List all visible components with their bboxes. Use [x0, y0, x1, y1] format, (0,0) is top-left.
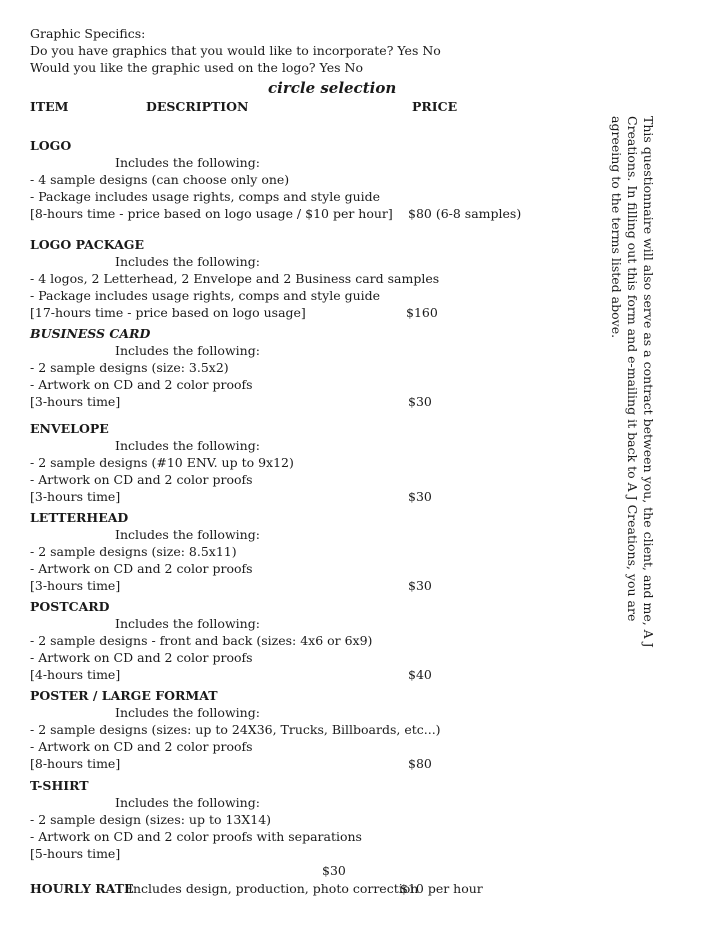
item-line: - 4 logos, 2 Letterhead, 2 Envelope and 2 Business card samples — [30, 271, 440, 286]
item-line: - Artwork on CD and 2 color proofs — [30, 377, 253, 392]
item-includes: Includes the following: — [115, 438, 260, 453]
item-line: [17-hours time - price based on logo usage] — [30, 305, 306, 320]
item-line: [8-hours time] — [30, 756, 121, 771]
item-includes: Includes the following: — [115, 705, 260, 720]
item-name: LOGO — [30, 138, 72, 153]
item-line: [3-hours time] — [30, 578, 121, 593]
circle-selection-note: circle selection — [268, 79, 397, 97]
item-name: POSTCARD — [30, 599, 110, 614]
item-line: [5-hours time] — [30, 846, 121, 861]
item-line: [3-hours time] — [30, 489, 121, 504]
column-header-price: PRICE — [412, 99, 458, 114]
item-line: - Artwork on CD and 2 color proofs — [30, 472, 253, 487]
item-line: - Artwork on CD and 2 color proofs — [30, 650, 253, 665]
contract-side-note — [608, 116, 656, 676]
item-name: ENVELOPE — [30, 421, 109, 436]
item-price: $30 — [322, 863, 346, 878]
item-price: $80 (6-8 samples) — [408, 206, 522, 221]
item-price: $30 — [408, 394, 432, 409]
item-line: - 2 sample designs (sizes: up to 24X36, Trucks, Billboards, etc...) — [30, 722, 441, 737]
item-line: - Package includes usage rights, comps and style guide — [30, 189, 381, 204]
item-price: $30 — [408, 489, 432, 504]
item-price: $30 — [408, 578, 432, 593]
item-line: - 2 sample designs (size: 3.5x2) — [30, 360, 229, 375]
column-header-item: ITEM — [30, 99, 69, 114]
item-name: POSTER / LARGE FORMAT — [30, 688, 218, 703]
item-name: BUSINESS CARD — [30, 326, 151, 341]
item-includes: Includes the following: — [115, 254, 260, 269]
hourly-rate-label: HOURLY RATE — [30, 881, 134, 896]
item-price: $40 — [408, 667, 432, 682]
item-line: - 4 sample designs (can choose only one) — [30, 172, 290, 187]
item-name: LOGO PACKAGE — [30, 237, 144, 252]
item-price: $160 — [406, 305, 438, 320]
item-line: [3-hours time] — [30, 394, 121, 409]
item-line: - 2 sample designs - front and back (sizes: 4x6 or 6x9) — [30, 633, 373, 648]
item-price: $80 — [408, 756, 432, 771]
contract-note-text: This questionnaire will also serve as a contract between you, the client, and me, A J Creations. In filling out this form and e-mailing it back to A J Creations, you are agreeing to the terms listed above. — [609, 116, 656, 648]
item-name: T-SHIRT — [30, 778, 89, 793]
item-includes: Includes the following: — [115, 616, 260, 631]
item-name: LETTERHEAD — [30, 510, 129, 525]
item-line: [4-hours time] — [30, 667, 121, 682]
item-line: - Package includes usage rights, comps and style guide — [30, 288, 381, 303]
hourly-rate-description: Includes design, production, photo correction — [128, 881, 419, 896]
column-header-description: DESCRIPTION — [146, 99, 249, 114]
item-line: - Artwork on CD and 2 color proofs — [30, 561, 253, 576]
item-line: - 2 sample designs (size: 8.5x11) — [30, 544, 237, 559]
item-includes: Includes the following: — [115, 155, 260, 170]
item-includes: Includes the following: — [115, 795, 260, 810]
item-line: - Artwork on CD and 2 color proofs with separations — [30, 829, 362, 844]
item-line: - Artwork on CD and 2 color proofs — [30, 739, 253, 754]
question-logo-graphic: Would you like the graphic used on the logo? Yes No — [30, 60, 363, 75]
item-line: - 2 sample designs (#10 ENV. up to 9x12) — [30, 455, 294, 470]
hourly-rate-price: $10 per hour — [400, 881, 483, 896]
question-graphics: Do you have graphics that you would like to incorporate? Yes No — [30, 43, 441, 58]
section-title: Graphic Specifics: — [30, 26, 146, 41]
item-line: [8-hours time - price based on logo usage / $10 per hour] — [30, 206, 393, 221]
item-includes: Includes the following: — [115, 343, 260, 358]
item-includes: Includes the following: — [115, 527, 260, 542]
item-line: - 2 sample design (sizes: up to 13X14) — [30, 812, 272, 827]
